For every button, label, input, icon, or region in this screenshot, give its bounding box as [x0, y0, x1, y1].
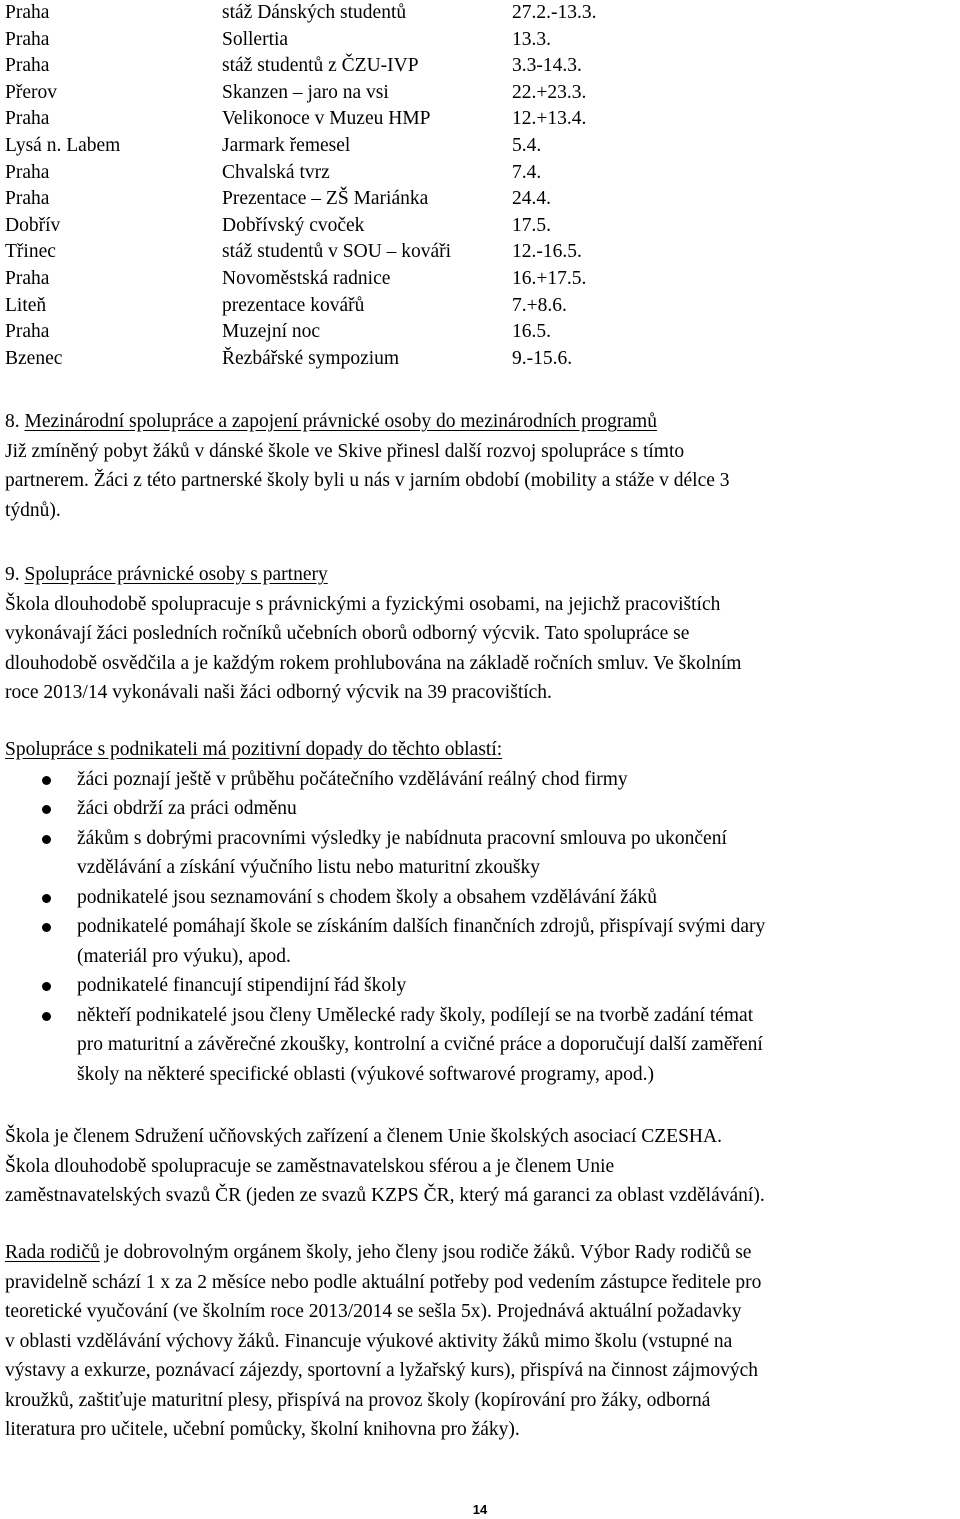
section-9-text: dlouhodobě osvědčila a je každým rokem prohlubována na základě ročních smluv. Ve školním [5, 652, 742, 674]
event-date: 3.3-14.3. [512, 55, 582, 77]
event-date: 22.+23.3. [512, 81, 587, 103]
benefit-item [5, 1001, 960, 1090]
section-9-text: Škola dlouhodobě spolupracuje s právnickými a fyzickými osobami, na jejichž pracovištích [5, 593, 721, 615]
event-name: Velikonoce v Muzeu HMP [222, 108, 431, 130]
parents-council-text: výstavy a exkurze, poznávací zájezdy, sportovní a lyžařský kurs), přispívá na činnost zájmových [5, 1360, 759, 1381]
bullet-icon [42, 835, 51, 844]
event-date: 5.4. [512, 134, 542, 156]
bullet-icon [42, 1012, 51, 1021]
event-name: prezentace kovářů [222, 294, 365, 316]
bullet-icon [42, 776, 51, 785]
parents-council-text: literatura pro učitele, učební pomůcky, školní knihovna pro žáky). [5, 1419, 520, 1440]
benefit-item [5, 794, 960, 824]
event-date: 9.-15.6. [512, 347, 573, 369]
event-name: stáž Dánských studentů [222, 2, 407, 23]
section-9-heading: 9. Spolupráce právnické osoby s partnery [5, 564, 328, 585]
event-city: Praha [5, 28, 50, 50]
event-city: Praha [5, 161, 50, 183]
event-date: 12.+13.4. [512, 108, 587, 130]
parents-council-text: Rada rodičů je dobrovolným orgánem školy, jeho členy jsou rodiče žáků. Výbor Rady rodičů se [5, 1242, 752, 1263]
event-city: Praha [5, 55, 50, 77]
section-8-text: Již zmíněný pobyt žáků v dánské škole ve Skive přinesl další rozvoj spolupráce s tímto [5, 440, 685, 462]
benefits-list [5, 765, 960, 1090]
event-name: Muzejní noc [222, 321, 321, 343]
benefit-text: žáci obdrží za práci odměnu [77, 798, 297, 819]
parents-council-section [5, 1238, 960, 1445]
event-name: Chvalská tvrz [222, 161, 330, 183]
parents-council-text: teoretické vyučování (ve školním roce 2013/2014 se sešla 5x). Projednává aktuální požadavky [5, 1301, 742, 1322]
event-name: Jarmark řemesel [222, 134, 351, 156]
event-date: 17.5. [512, 214, 551, 236]
section-8-text: týdnů). [5, 499, 61, 521]
parents-council-text: v oblasti vzdělávání výchovy žáků. Financuje výukové aktivity žáků mimo školu (vstupné na [5, 1330, 733, 1352]
benefit-text: podnikatelé financují stipendijní řád školy [77, 975, 407, 996]
event-city: Praha [5, 2, 50, 23]
event-name: stáž studentů v SOU – kováři [222, 241, 452, 263]
benefit-item [5, 971, 960, 1001]
section-8 [5, 407, 960, 525]
benefit-text: někteří podnikatelé jsou členy Umělecké rady školy, podílejí se na tvorbě zadání témat [77, 1004, 754, 1026]
event-date: 16.5. [512, 321, 551, 343]
benefit-item [5, 912, 960, 971]
benefit-item [5, 883, 960, 913]
parents-council-text: kroužků, zaštiťuje maturitní plesy, přispívá na provoz školy (kopírování pro žáky, odborná [5, 1389, 711, 1411]
benefit-text: žákům s dobrými pracovními výsledky je nabídnuta pracovní smlouva po ukončení [77, 827, 727, 849]
event-name: Sollertia [222, 28, 289, 50]
event-city: Praha [5, 188, 50, 210]
event-date: 27.2.-13.3. [512, 2, 597, 23]
parents-council-term: Rada rodičů [5, 1242, 100, 1263]
section-8-heading: 8. Mezinárodní spolupráce a zapojení právnické osoby do mezinárodních programů [5, 411, 657, 432]
event-city: Praha [5, 267, 50, 289]
event-name: Skanzen – jaro na vsi [222, 81, 389, 103]
event-date: 7.4. [512, 161, 542, 183]
event-city: Praha [5, 321, 50, 343]
benefit-text: podnikatelé pomáhají škole se získáním dalších finančních zdrojů, přispívají svými dary [77, 916, 766, 937]
event-city: Dobřív [5, 214, 61, 236]
membership-text: Škola dlouhodobě spolupracuje se zaměstnavatelskou sférou a je členem Unie [5, 1155, 615, 1177]
event-date: 24.4. [512, 188, 551, 210]
event-date: 13.3. [512, 28, 551, 50]
benefit-text: pro maturitní a závěrečné zkoušky, kontrolní a cvičné práce a doporučují další zaměření [77, 1034, 763, 1055]
event-name: Prezentace – ZŠ Mariánka [222, 188, 429, 210]
membership-section [5, 1122, 960, 1211]
membership-text: Škola je členem Sdružení učňovských zařízení a členem Unie školských asociací CZESHA. [5, 1126, 722, 1147]
event-city: Přerov [5, 81, 57, 103]
benefit-text: (materiál pro výuku), apod. [77, 945, 291, 967]
benefit-text: žáci poznají ještě v průběhu počátečního vzdělávání reálný chod firmy [77, 768, 628, 790]
section-9-text: vykonávají žáci posledních ročníků učebních oborů odborný výcvik. Tato spolupráce se [5, 623, 690, 644]
event-city: Praha [5, 108, 50, 130]
parents-council-text: pravidelně schází 1 x za 2 měsíce nebo podle aktuální potřeby pod vedením zástupce ředitele pro [5, 1271, 762, 1293]
event-city: Bzenec [5, 347, 63, 369]
event-city: Třinec [5, 241, 56, 263]
bullet-icon [42, 982, 51, 991]
membership-text: zaměstnavatelských svazů ČR (jeden ze svazů KZPS ČR, který má garanci za oblast vzdělávání). [5, 1185, 765, 1206]
event-name: Novoměstská radnice [222, 267, 391, 289]
event-date: 16.+17.5. [512, 267, 587, 289]
benefit-text: podnikatelé jsou seznamování s chodem školy a obsahem vzdělávání žáků [77, 886, 657, 908]
bullet-icon [42, 923, 51, 932]
event-name: Dobřívský cvoček [222, 214, 365, 236]
benefit-text: školy na některé specifické oblasti (výukové softwarové programy, apod.) [77, 1063, 655, 1085]
section-9-text: roce 2013/14 vykonávali naši žáci odborný výcvik na 39 pracovištích. [5, 682, 552, 703]
section-8-text: partnerem. Žáci z této partnerské školy byli u nás v jarním období (mobility a stáže v délce 3 [5, 470, 730, 491]
page-number: 14 [472, 1502, 488, 1517]
bullet-icon [42, 805, 51, 814]
event-city: Liteň [5, 294, 47, 316]
event-date: 12.-16.5. [512, 241, 582, 263]
event-date: 7.+8.6. [512, 294, 567, 316]
event-name: stáž studentů z ČZU-IVP [222, 55, 419, 77]
event-city: Lysá n. Labem [5, 134, 121, 156]
bullet-icon [42, 894, 51, 903]
benefit-item [5, 824, 960, 883]
section-9 [5, 560, 960, 708]
benefits-heading: Spolupráce s podnikateli má pozitivní dopady do těchto oblastí: [5, 739, 503, 760]
benefit-item [5, 765, 960, 795]
benefit-text: vzdělávání a získání výučního listu nebo maturitní zkoušky [77, 857, 541, 878]
event-name: Řezbářské sympozium [222, 347, 400, 369]
benefits-section [5, 735, 960, 1089]
